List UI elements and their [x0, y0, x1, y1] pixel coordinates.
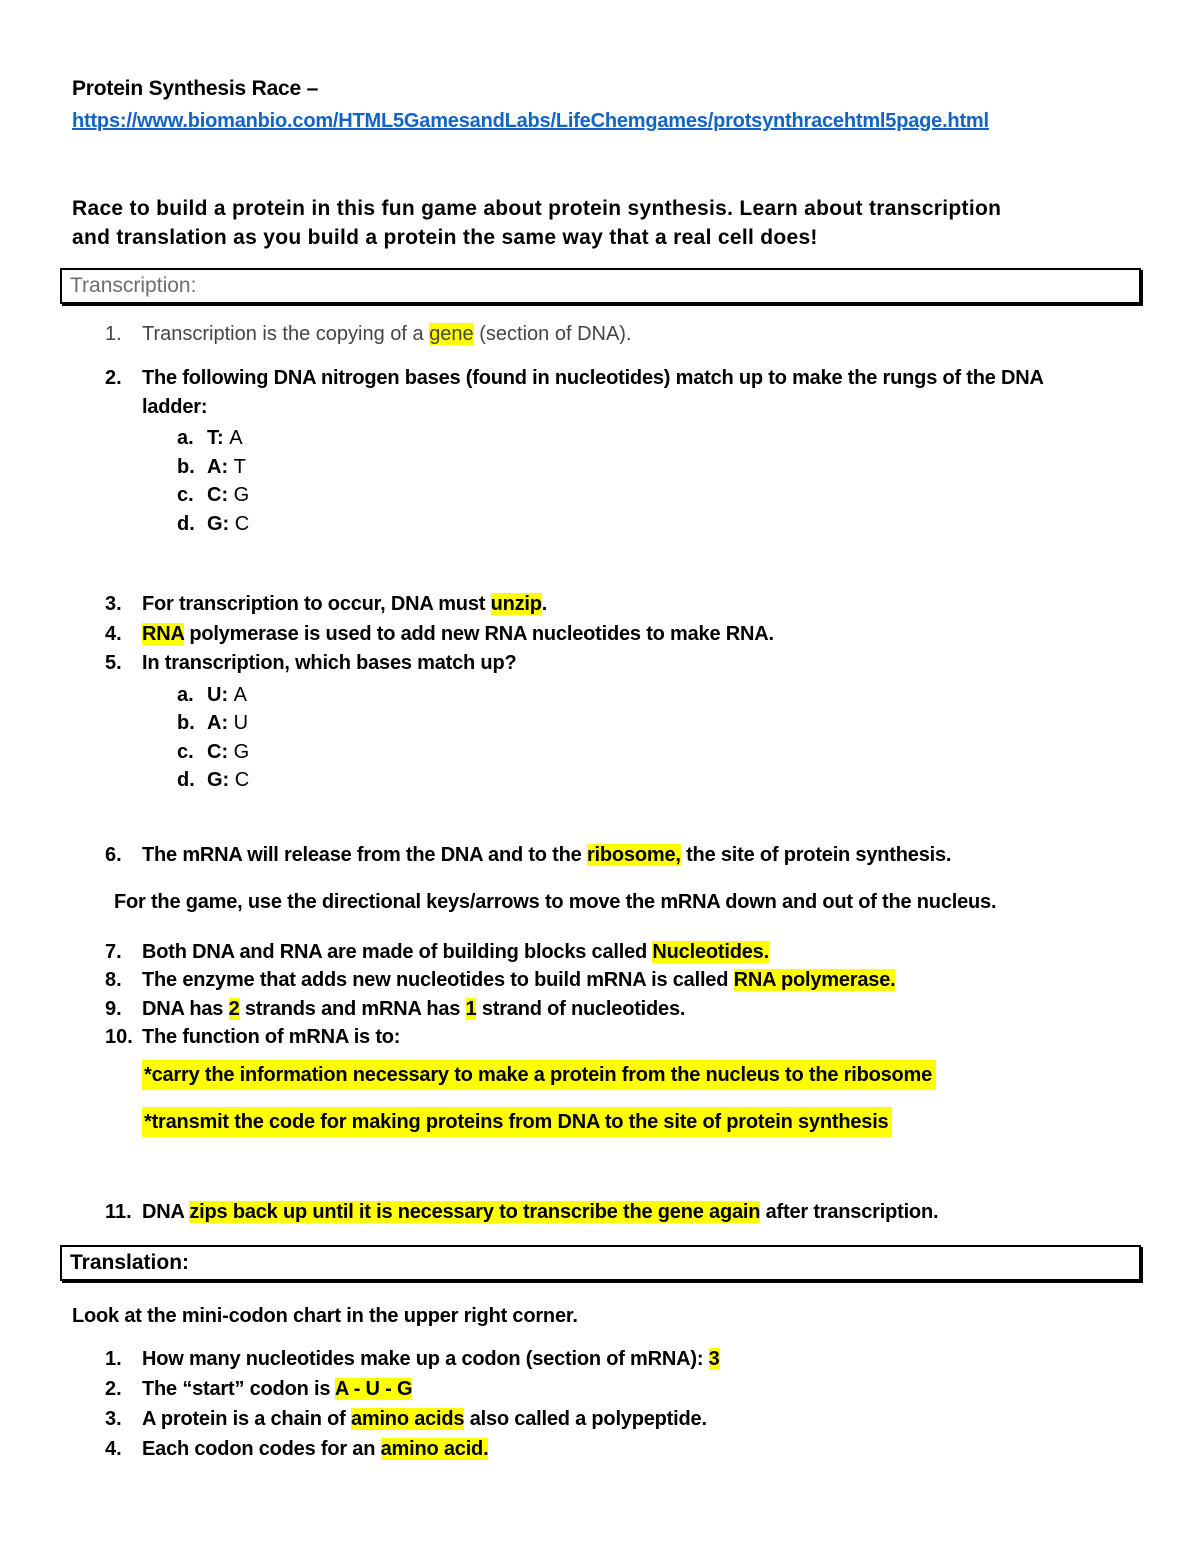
transcription-q1 [105, 320, 1160, 348]
list-marker: 8. [105, 969, 122, 991]
list-marker: 6. [105, 843, 122, 866]
question-text [142, 1348, 720, 1370]
transcription-q7 [105, 938, 1160, 967]
option-marker: b. [177, 712, 195, 734]
option-row-d [177, 766, 1160, 795]
text-run: C: [207, 740, 234, 763]
highlighted-text: zips back up until it is necessary to transcribe the gene again [189, 1200, 761, 1223]
option-marker: a. [177, 683, 194, 706]
text-run: T [233, 455, 246, 478]
list-marker: 10. [105, 1026, 133, 1048]
translation-q2 [105, 1374, 1160, 1404]
highlighted-text: 1 [465, 997, 477, 1020]
list-marker: 5. [105, 652, 122, 674]
highlighted-text: unzip [490, 593, 542, 615]
text-run: The mRNA will release from the DNA and to the [142, 843, 587, 866]
text-run: Each codon codes for an [142, 1437, 381, 1460]
highlighted-text: gene [429, 323, 474, 345]
option-row-c [177, 738, 1160, 767]
text-run: U: [207, 683, 234, 706]
highlighted-text: amino acids [350, 1407, 465, 1430]
game-link[interactable]: https://www.biomanbio.com/HTML5GamesandLabs/LifeChemgames/protsynthracehtml5page.html [72, 110, 989, 132]
text-run: How many nucleotides make up a codon (section of mRNA): [142, 1347, 709, 1370]
option-row-d [177, 510, 1160, 539]
text-run: A protein is a chain of [142, 1407, 351, 1430]
text-run: the site of protein synthesis. [680, 843, 952, 866]
highlighted-text: amino acid. [380, 1437, 489, 1460]
text-run: G: [207, 512, 235, 535]
text-run: polymerase is used to add new RNA nucleotides to make RNA. [184, 622, 774, 645]
text-run: A [229, 427, 243, 449]
transcription-q5 [105, 649, 1160, 679]
text-run: C [234, 512, 250, 535]
highlighted-text: RNA polymerase. [733, 969, 896, 991]
option-marker: c. [177, 740, 194, 763]
question-text [142, 1408, 707, 1430]
text-run: A [233, 683, 248, 706]
url-line [72, 108, 1160, 134]
note-text [72, 1305, 578, 1327]
highlighted-text: ribosome, [586, 843, 681, 866]
option-text [207, 513, 249, 535]
text-run: strands and mRNA has [239, 997, 466, 1020]
translation-section-label: Translation: [70, 1250, 190, 1274]
question-text [142, 969, 895, 991]
transcription-q8 [105, 966, 1160, 995]
transcription-q7-q10-group [72, 938, 1160, 1052]
highlighted-text: *transmit the code for making proteins from DNA to the site of protein synthesis [142, 1107, 892, 1137]
highlighted-text: 3 [708, 1347, 720, 1370]
option-marker: b. [177, 455, 195, 478]
transcription-q4 [105, 620, 1160, 650]
transcription-section-label: Transcription: [70, 274, 197, 297]
text-run: Look at the mini-codon chart in the upper right corner. [72, 1304, 578, 1327]
highlighted-text: Nucleotides. [652, 940, 769, 963]
text-run: A: [207, 712, 234, 734]
text-run: . [541, 593, 548, 615]
q10-answer-2 [142, 1107, 1160, 1137]
text-run: For the game, use the directional keys/arrows to move the mRNA down and out of the nucleus. [114, 890, 997, 913]
text-run: DNA [142, 1200, 190, 1223]
transcription-q3-q5-group [72, 590, 1160, 679]
text-run: C: [207, 484, 234, 506]
question-text [142, 1438, 488, 1460]
question-text [142, 323, 632, 345]
question-text [142, 941, 769, 963]
highlighted-text: A - U - G [334, 1377, 413, 1400]
answer-text [142, 1060, 936, 1090]
list-marker: 2. [105, 1377, 122, 1400]
highlighted-text: *carry the information necessary to make a protein from the nucleus to the ribosome [142, 1060, 936, 1090]
translation-q3 [105, 1404, 1160, 1434]
option-marker: d. [177, 512, 195, 535]
text-run: strand of nucleotides. [476, 997, 686, 1020]
highlighted-text: RNA [142, 622, 184, 645]
option-text [207, 456, 246, 478]
transcription-q3 [105, 590, 1160, 620]
transcription-q5-options [72, 681, 1160, 795]
list-marker: 11. [105, 1200, 132, 1223]
option-row-b [177, 453, 1160, 482]
text-run: U [233, 712, 249, 734]
option-text [207, 484, 249, 506]
question-text [142, 593, 547, 615]
text-run: A: [207, 455, 234, 478]
text-run: (section of DNA). [473, 323, 632, 345]
transcription-section-box [60, 268, 1141, 304]
option-row-a [177, 424, 1160, 453]
text-run: also called a polypeptide. [464, 1407, 707, 1430]
text-run: G [233, 484, 250, 506]
question-text [142, 623, 774, 645]
option-marker: c. [177, 484, 194, 506]
option-text [207, 427, 243, 449]
text-run: Transcription is the copying of a [142, 323, 430, 345]
list-marker: 4. [105, 622, 122, 645]
transcription-q2-options [72, 424, 1160, 538]
question-text [142, 1201, 938, 1223]
transcription-q6 [105, 841, 1160, 869]
option-text [207, 684, 247, 706]
option-text [207, 712, 248, 734]
question-text [142, 1378, 412, 1400]
option-marker: a. [177, 427, 194, 449]
question-text [142, 844, 951, 866]
list-marker: 1. [105, 1347, 122, 1370]
note-text [114, 891, 996, 913]
option-row-c [177, 481, 1160, 510]
list-marker: 3. [105, 1407, 122, 1430]
transcription-q2 [105, 364, 1160, 422]
translation-q4 [105, 1434, 1160, 1464]
option-marker: d. [177, 769, 195, 791]
text-run: C [234, 769, 250, 791]
translation-note [72, 1302, 1160, 1330]
list-marker: 4. [105, 1437, 122, 1460]
question-text [142, 1026, 400, 1048]
intro-text [72, 194, 1160, 252]
question-text [142, 998, 685, 1020]
text-run: The following DNA nitrogen bases (found in nucleotides) match up to make the rungs of the DNA [142, 367, 1044, 389]
text-run: DNA has [142, 997, 229, 1020]
option-row-a [177, 681, 1160, 710]
answer-text [142, 1107, 892, 1137]
game-instruction-note [114, 888, 1160, 916]
text-run: The enzyme that adds new nucleotides to build mRNA is called [142, 969, 734, 991]
text-run: ladder: [142, 396, 208, 418]
text-run: The “start” codon is [142, 1377, 335, 1400]
text-run: G: [207, 769, 235, 791]
text-run: Both DNA and RNA are made of building blocks called [142, 940, 653, 963]
text-run: after transcription. [760, 1200, 939, 1223]
translation-section-box [60, 1245, 1141, 1281]
list-marker: 2. [105, 367, 122, 389]
list-marker: 7. [105, 940, 122, 963]
option-row-b [177, 709, 1160, 738]
text-run: For transcription to occur, DNA must [142, 593, 491, 615]
text-run: G [233, 740, 250, 763]
translation-questions-group [72, 1344, 1160, 1464]
transcription-q10 [105, 1023, 1160, 1052]
translation-q1 [105, 1344, 1160, 1374]
text-run: The function of mRNA is to: [142, 1026, 401, 1048]
transcription-q11 [105, 1198, 1160, 1226]
option-text [207, 741, 249, 763]
option-text [207, 769, 249, 791]
question-text [142, 652, 517, 674]
transcription-q9 [105, 995, 1160, 1024]
doc-title: Protein Synthesis Race – [72, 77, 319, 100]
highlighted-text: 2 [228, 997, 240, 1020]
text-run: T: [207, 427, 230, 449]
list-marker: 1. [105, 323, 122, 345]
text-run: and translation as you build a protein the same way that a real cell does! [72, 226, 818, 249]
text-run: Race to build a protein in this fun game about protein synthesis. Learn about transcription [72, 197, 1002, 220]
list-marker: 3. [105, 593, 122, 615]
text-run: In transcription, which bases match up? [142, 652, 517, 674]
q10-answer-1 [142, 1060, 1160, 1090]
list-marker: 9. [105, 997, 122, 1020]
question-text [142, 364, 1044, 422]
